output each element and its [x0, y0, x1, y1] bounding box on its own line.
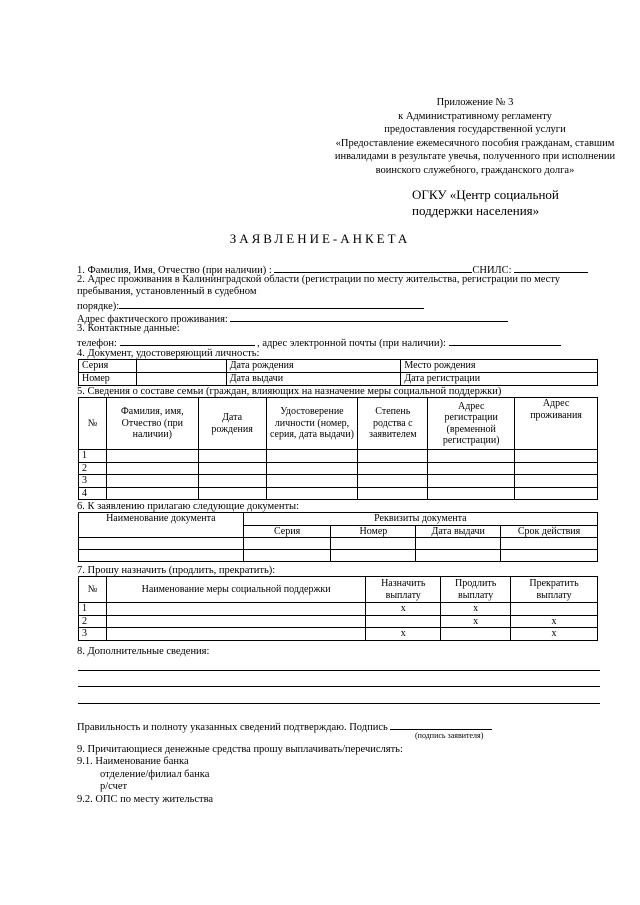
annex-header [330, 96, 620, 177]
fio-label: 1. Фамилия, Имя, Отчество (при наличии) : [77, 265, 272, 276]
cell[interactable] [106, 628, 365, 641]
family-header: Адрес регистрации (временной регистрации) [428, 398, 515, 450]
annex-line: к Административному регламенту [398, 110, 552, 122]
family-header: Степень родства с заявителем [358, 398, 428, 450]
cell[interactable] [106, 462, 198, 475]
cell[interactable] [331, 538, 416, 550]
extend-mark[interactable]: x [441, 603, 511, 616]
cell[interactable] [266, 462, 358, 475]
row-number: 1 [79, 603, 107, 616]
series-header: Серия [243, 525, 331, 538]
snils-label: СНИЛС: [472, 265, 512, 276]
cell[interactable] [416, 550, 501, 562]
cell[interactable] [515, 487, 598, 500]
family-header: Удостоверение личности (номер, серия, дата выдачи) [266, 398, 358, 450]
cell[interactable] [428, 462, 515, 475]
annex-line: воинского служебного, гражданского долга» [375, 164, 575, 176]
row-number: 3 [79, 475, 107, 488]
cell[interactable] [515, 475, 598, 488]
assign-mark[interactable] [366, 615, 441, 628]
address-label-1: 2. Адрес проживания в Калининградской области (регистрации по месту жительства, регистрации по месту [77, 274, 561, 285]
issue-date-header: Дата выдачи [416, 525, 501, 538]
cell[interactable] [198, 450, 266, 463]
phone-label: телефон: [77, 338, 117, 349]
request-header: № [79, 577, 107, 603]
annex-line: Приложение № 3 [436, 97, 514, 108]
request-label: 7. Прошу назначить (продлить, прекратить): [77, 565, 276, 576]
cell[interactable] [331, 550, 416, 562]
row-number: 1 [79, 450, 107, 463]
row-number: 4 [79, 487, 107, 500]
family-label: 5. Сведения о составе семьи (граждан, влияющих на назначение меры социальной поддержки) [77, 386, 502, 397]
table-row [79, 450, 598, 463]
fio-field[interactable] [274, 262, 472, 273]
assign-mark[interactable]: x [366, 628, 441, 641]
cell[interactable] [266, 450, 358, 463]
cell[interactable] [266, 487, 358, 500]
family-header: Адрес проживания [515, 398, 598, 450]
cell[interactable] [106, 475, 198, 488]
assign-mark[interactable]: x [366, 603, 441, 616]
signature-caption: (подпись заявителя) [415, 731, 484, 740]
request-table [78, 576, 598, 641]
org-line: ОГКУ «Центр социальной [412, 187, 559, 202]
cell[interactable] [106, 603, 365, 616]
attached-docs-table [78, 512, 598, 562]
bank-name-label: 9.1. Наименование банка [77, 756, 189, 767]
row-number: 3 [79, 628, 107, 641]
cell[interactable] [428, 487, 515, 500]
address-field[interactable] [119, 298, 424, 309]
extend-mark[interactable] [441, 628, 511, 641]
cell[interactable] [501, 550, 598, 562]
org-line: поддержки населения» [412, 203, 540, 218]
page-title: ЗАЯВЛЕНИЕ-АНКЕТА [229, 231, 411, 246]
bank-branch-label: отделение/филиал банка [100, 769, 210, 780]
cell[interactable] [358, 487, 428, 500]
organization-name [412, 187, 559, 219]
cell[interactable] [198, 462, 266, 475]
request-header: Наименование меры социальной поддержки [106, 577, 365, 603]
cell[interactable] [198, 475, 266, 488]
table-row [79, 603, 598, 616]
request-header: Назначить выплату [366, 577, 441, 603]
id-document-label: 4. Документ, удостоверяющий личность: [77, 348, 260, 359]
table-row [79, 475, 598, 488]
series-cell: Серия [79, 360, 137, 373]
cell[interactable] [266, 475, 358, 488]
signature-field[interactable] [390, 719, 492, 730]
cell[interactable] [243, 538, 331, 550]
cell[interactable] [358, 462, 428, 475]
cell[interactable] [515, 450, 598, 463]
confirmation-text: Правильность и полноту указанных сведений подтверждаю. Подпись [77, 722, 388, 733]
payment-label: 9. Причитающиеся денежные средства прошу выплачивать/перечислять: [77, 744, 403, 755]
actual-address-field[interactable] [230, 311, 508, 322]
cell[interactable] [501, 538, 598, 550]
annex-line: инвалидами в результате увечья, полученного при исполнении [334, 151, 616, 162]
cell[interactable] [243, 550, 331, 562]
request-header: Продлить выплату [441, 577, 511, 603]
request-header: Прекратить выплату [511, 577, 598, 603]
address-label: порядке): [77, 301, 120, 312]
actual-address-label: Адрес фактического проживания: [77, 314, 228, 325]
birth-place-cell[interactable]: Место рождения [401, 360, 598, 373]
row-number: 2 [79, 462, 107, 475]
table-row [79, 615, 598, 628]
validity-header: Срок действия [501, 525, 598, 538]
series-value[interactable] [136, 360, 226, 373]
annex-line: предоставления государственной услуги [384, 124, 566, 135]
doc-name-header: Наименование документа [79, 513, 244, 538]
family-table [78, 397, 598, 500]
cell[interactable] [515, 462, 598, 475]
table-row [79, 550, 598, 562]
cell[interactable] [428, 475, 515, 488]
table-row [79, 487, 598, 500]
table-row [79, 628, 598, 641]
number-header: Номер [331, 525, 416, 538]
family-header: Дата рождения [198, 398, 266, 450]
cell[interactable] [106, 487, 198, 500]
cell[interactable] [198, 487, 266, 500]
email-field[interactable] [449, 335, 561, 346]
reg-date-cell[interactable]: Дата регистрации [401, 373, 598, 386]
cell[interactable] [106, 615, 365, 628]
extend-mark[interactable]: x [441, 615, 511, 628]
stop-mark[interactable]: x [511, 615, 598, 628]
issue-date-cell[interactable]: Дата выдачи [226, 373, 401, 386]
cell[interactable] [106, 450, 198, 463]
phone-field[interactable] [120, 335, 255, 346]
row-number: 2 [79, 615, 107, 628]
requisites-header: Реквизиты документа [243, 513, 597, 526]
snils-field[interactable] [514, 262, 588, 273]
additional-info-label: 8. Дополнительные сведения: [77, 646, 210, 657]
table-row [79, 462, 598, 475]
birth-date-cell[interactable]: Дата рождения [226, 360, 401, 373]
additional-info-line[interactable] [78, 670, 600, 671]
post-office-label: 9.2. ОПС по месту жительства [77, 794, 214, 805]
stop-mark[interactable]: x [511, 628, 598, 641]
contacts-label: 3. Контактные данные: [77, 323, 180, 334]
additional-info-line[interactable] [78, 686, 600, 687]
cell[interactable] [79, 550, 244, 562]
number-cell: Номер [79, 373, 137, 386]
cell[interactable] [428, 450, 515, 463]
email-label: , адрес электронной почты (при наличии): [257, 338, 446, 349]
cell[interactable] [79, 538, 244, 550]
number-value[interactable] [136, 373, 226, 386]
annex-line: «Предоставление ежемесячного пособия гражданам, ставшим [335, 137, 615, 149]
table-row [79, 538, 598, 550]
family-header: № [79, 398, 107, 450]
cell[interactable] [358, 450, 428, 463]
account-label: р/счет [100, 781, 128, 792]
additional-info-line[interactable] [78, 703, 600, 704]
attached-docs-label: 6. К заявлению прилагаю следующие документы: [77, 501, 300, 512]
stop-mark[interactable] [511, 603, 598, 616]
family-header: Фамилия, имя, Отчество (при наличии) [106, 398, 198, 450]
cell[interactable] [358, 475, 428, 488]
address-label-2: пребывания, установленный в судебном [77, 286, 257, 297]
cell[interactable] [416, 538, 501, 550]
id-document-table [78, 359, 598, 386]
